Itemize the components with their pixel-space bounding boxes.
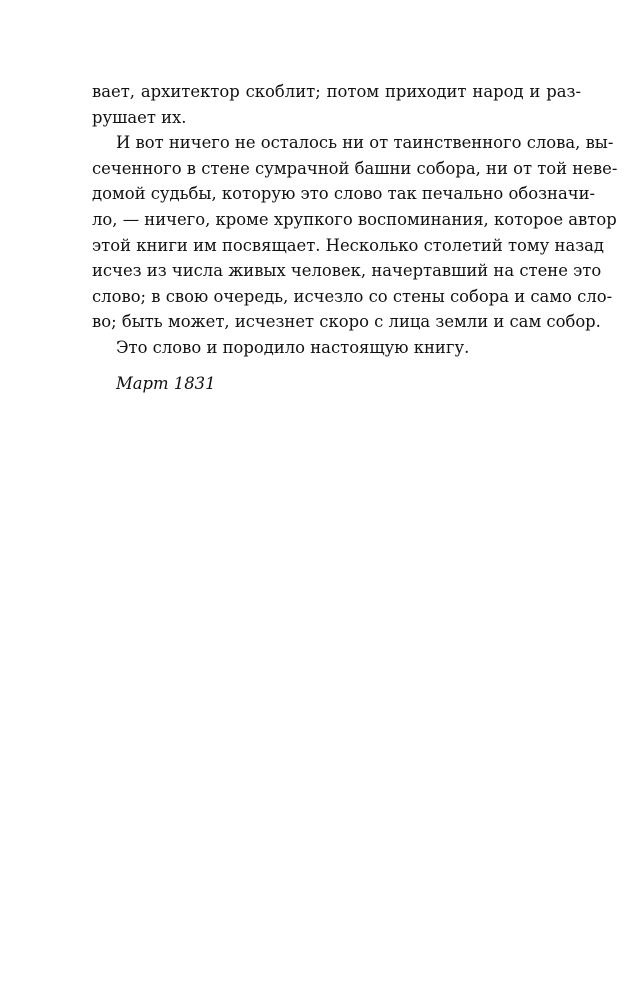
document-page	[92, 79, 618, 396]
paragraph-3	[92, 335, 581, 361]
text-line: ло, — ничего, кроме хрупкого воспоминания, которое автор	[92, 209, 617, 229]
text-line: рушает их.	[92, 107, 187, 127]
text-line: во; быть может, исчезнет скоро с лица земли и сам собор.	[92, 312, 601, 332]
text-line: сеченного в стене сумрачной башни собора, ни от той неве-	[92, 158, 618, 178]
text-line: этой книги им посвящает. Несколько столетий тому назад	[92, 235, 605, 255]
text-line: слово; в свою очередь, исчезло со стены собора и само сло-	[92, 286, 613, 306]
paragraph-1	[92, 79, 581, 130]
paragraph-2	[92, 130, 618, 335]
text-line: Это слово и породило настоящую книгу.	[116, 337, 470, 357]
text-line: домой судьбы, которую это слово так печально обозначи-	[92, 184, 596, 204]
text-line: И вот ничего не осталось ни от таинственного слова, вы-	[116, 133, 614, 153]
date-signature: Март 1831	[116, 373, 216, 393]
text-line: исчез из числа живых человек, начертавший на стене это	[92, 261, 602, 281]
text-line: вает, архитектор скоблит; потом приходит народ и раз-	[92, 82, 581, 101]
